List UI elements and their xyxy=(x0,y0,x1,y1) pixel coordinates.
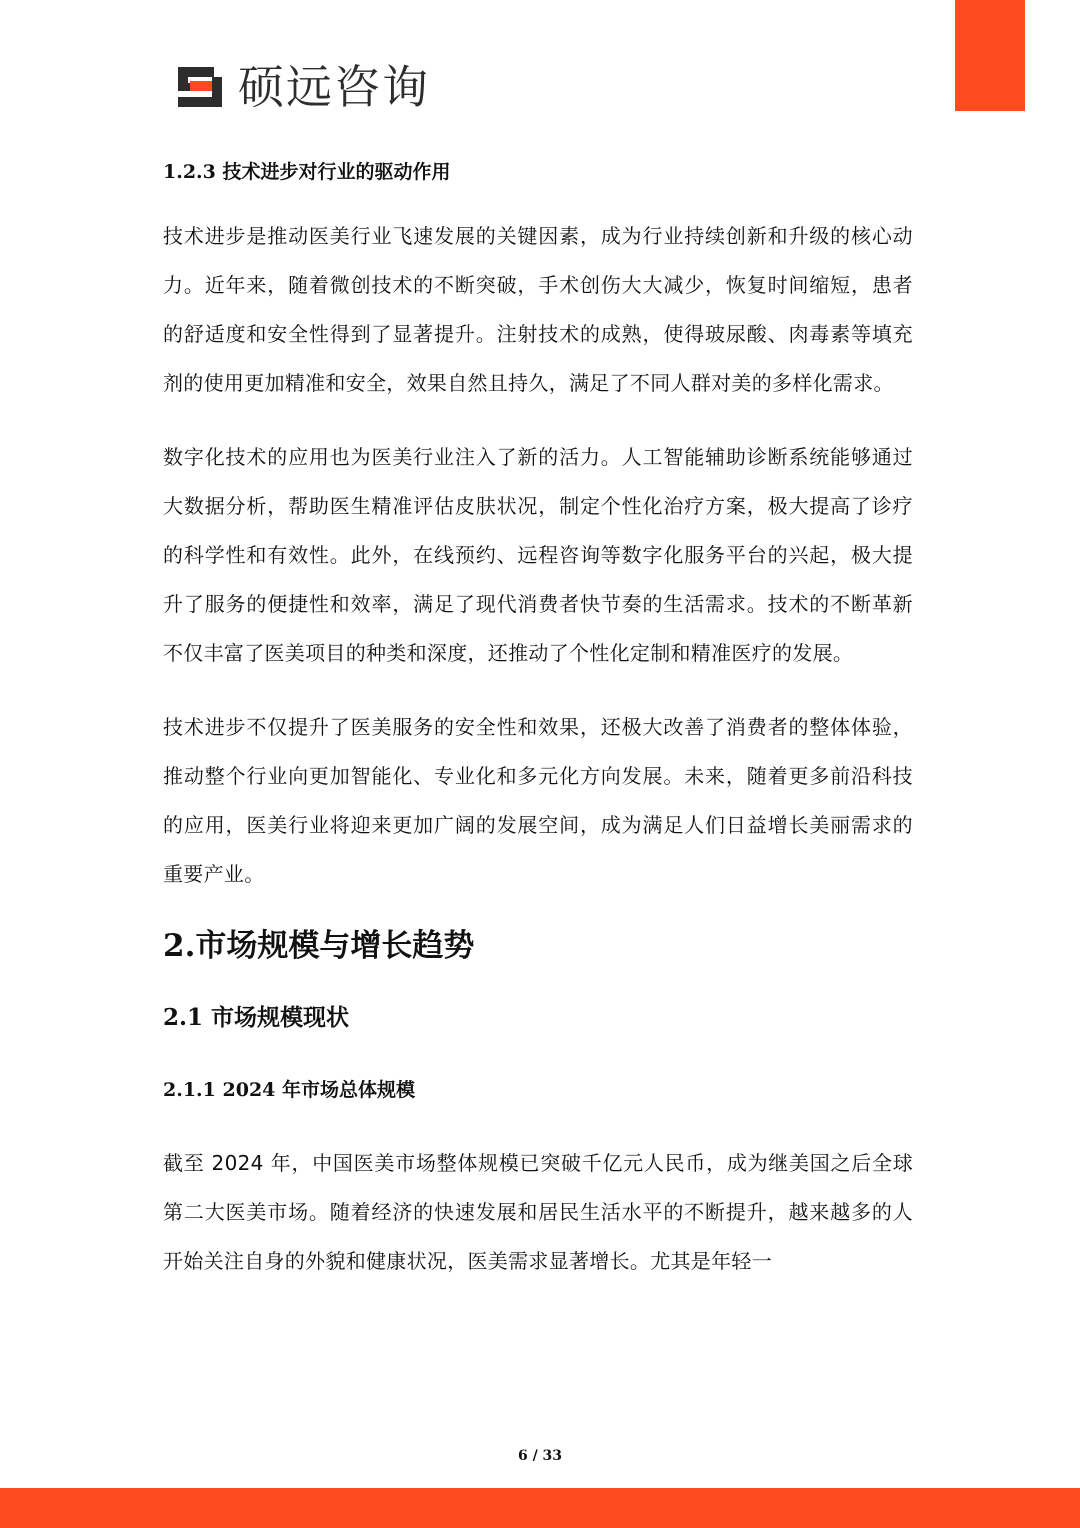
corner-accent-tab xyxy=(955,0,1025,111)
page-number: 6 / 33 xyxy=(517,1448,563,1464)
section-heading-2-1: 2.1 市场规模现状 xyxy=(163,1004,350,1031)
paragraph: 技术进步是推动医美行业飞速发展的关键因素，成为行业持续创新和升级的核心动力。近年来，随着微创技术的不断突破，手术创伤大大减少，恢复时间缩短，患者的舒适度和安全性得到了显著提升。注射技术的成熟，使得玻尿酸、肉毒素等填充剂的使用更加精准和安全，效果自然且持久，满足了不同人群对美的多样化需求。 xyxy=(163,224,913,395)
paragraph: 技术进步不仅提升了医美服务的安全性和效果，还极大改善了消费者的整体体验，推动整个行业向更加智能化、专业化和多元化方向发展。未来，随着更多前沿科技的应用，医美行业将迎来更加广阔的发展空间，成为满足人们日益增长美丽需求的重要产业。 xyxy=(163,715,913,886)
logo-text: 硕远咨询 xyxy=(238,60,430,114)
paragraph: 截至 2024 年，中国医美市场整体规模已突破千亿元人民币，成为继美国之后全球第二大医美市场。随着经济的快速发展和居民生活水平的不断提升，越来越多的人开始关注自身的外貌和健康状况，医美需求显著增长。尤其是年轻一 xyxy=(163,1151,913,1273)
document-body xyxy=(163,152,913,1286)
s-bracket-logo-icon xyxy=(176,63,226,111)
footer-accent-bar xyxy=(0,1488,1080,1528)
company-logo xyxy=(176,56,430,118)
paragraph: 数字化技术的应用也为医美行业注入了新的活力。人工智能辅助诊断系统能够通过大数据分析，帮助医生精准评估皮肤状况，制定个性化治疗方案，极大提高了诊疗的科学性和有效性。此外，在线预约、远程咨询等数字化服务平台的兴起，极大提升了服务的便捷性和效率，满足了现代消费者快节奏的生活需求。技术的不断革新不仅丰富了医美项目的种类和深度，还推动了个性化定制和精准医疗的发展。 xyxy=(163,445,913,665)
section-heading-2: 2.市场规模与增长趋势 xyxy=(163,928,475,964)
section-heading-2-1-1: 2.1.1 2024 年市场总体规模 xyxy=(163,1079,416,1101)
section-heading-1-2-3: 1.2.3 技术进步对行业的驱动作用 xyxy=(163,161,451,183)
